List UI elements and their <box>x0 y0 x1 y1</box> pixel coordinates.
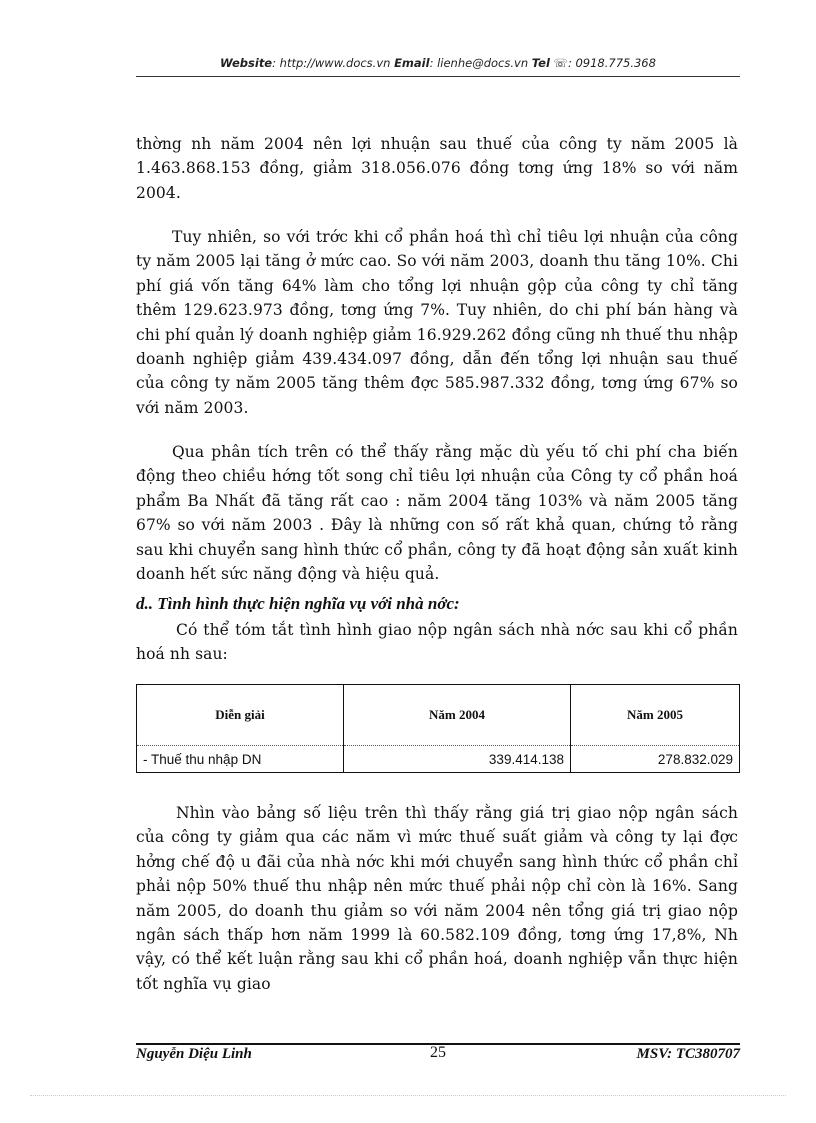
cell-description: - Thuế thu nhập DN <box>137 746 344 773</box>
section-heading: d.. Tình hình thực hiện nghĩa vụ với nhà nớc: <box>136 594 460 613</box>
header-rule <box>136 76 740 77</box>
website-value: : http://www.docs.vn <box>272 56 391 70</box>
paragraph-4: Có thể tóm tắt tình hình giao nộp ngân sách nhà nớc sau khi cổ phần hoá nh sau: <box>136 621 738 664</box>
paragraph-2: Tuy nhiên, so với trớc khi cổ phần hoá thì chỉ tiêu lợi nhuận của công ty năm 2005 lại tăng ở mức cao. So với năm 2003, doanh thu tăng 10%. Chi phí giá vốn tăng 64% làm cho tổng lợi nhuận gộp của công ty chỉ tăng thêm 129.623.973 đồng, tơng ứng 7%. Tuy nhiên, do chi phí bán hàng và chi phí quản lý doanh nghiệp giảm 16.929.262 đồng cũng nh thuế thu nhập doanh nghiệp giảm 439.434.097 đồng, dẫn đến tổng lợi nhuận sau thuế của công ty năm 2005 tăng thêm đợc 585.987.332 đồng, tơng ứng 67% so với năm 2003. <box>136 228 738 417</box>
cell-2004: 339.414.138 <box>344 746 571 773</box>
table-row <box>137 746 740 773</box>
author-name: Nguyễn Diệu Linh <box>136 1046 252 1062</box>
paragraph-1: thờng nh năm 2004 nên lợi nhuận sau thuế của công ty năm 2005 là 1.463.868.153 đồng, giảm 318.056.076 đồng tơng ứng 18% so với năm 2004. <box>136 135 738 202</box>
email-label: Email <box>394 56 430 70</box>
email-value: : lienhe@docs.vn <box>429 56 529 70</box>
table-header-row <box>137 685 740 746</box>
website-label: Website <box>220 56 273 70</box>
bottom-divider <box>30 1095 786 1096</box>
header-year-2005: Năm 2005 <box>571 685 740 746</box>
cell-2005: 278.832.029 <box>657 751 733 767</box>
paragraph-5: Nhìn vào bảng số liệu trên thì thấy rằng giá trị giao nộp ngân sách của công ty giảm qua các năm vì mức thuế suất giảm và công ty lại đợc hởng chế độ u đãi của nhà nớc khi mới chuyển sang hình thức cổ phần chỉ phải nộp 50% thuế thu nhập nên mức thuế phải nộp chỉ còn là 16%. Sang năm 2005, do doanh thu giảm so với năm 2004 nên tổng giá trị giao nộp ngân sách thấp hơn năm 1999 là 60.582.109 đồng, tơng ứng 17,8%, Nh vậy, có thể kết luận rằng sau khi cổ phần hoá, doanh nghiệp vẫn thực hiện tốt nghĩa vụ giao <box>136 804 738 993</box>
tax-table <box>136 684 740 773</box>
paragraph-3: Qua phân tích trên có thể thấy rằng mặc dù yếu tố chi phí cha biến động theo chiều hớng tốt song chỉ tiêu lợi nhuận của Công ty cổ phần hoá phẩm Ba Nhất đã tăng rất cao : năm 2004 tăng 103% và năm 2005 tăng 67% so với năm 2003 . Đây là những con số rất khả quan, chứng tỏ rằng sau khi chuyển sang hình thức cổ phần, công ty đã hoạt động sản xuất kinh doanh hết sức năng động và hiệu quả. <box>136 443 738 584</box>
header-year-2004: Năm 2004 <box>344 685 571 746</box>
tel-label: Tel <box>531 56 550 70</box>
page-number: 25 <box>430 1044 446 1061</box>
student-id: MSV: TC380707 <box>636 1046 740 1062</box>
phone-icon: ☏ <box>553 56 568 70</box>
header-description: Diễn giải <box>137 685 344 746</box>
page-header <box>136 56 740 70</box>
tel-value: : 0918.775.368 <box>567 56 656 70</box>
